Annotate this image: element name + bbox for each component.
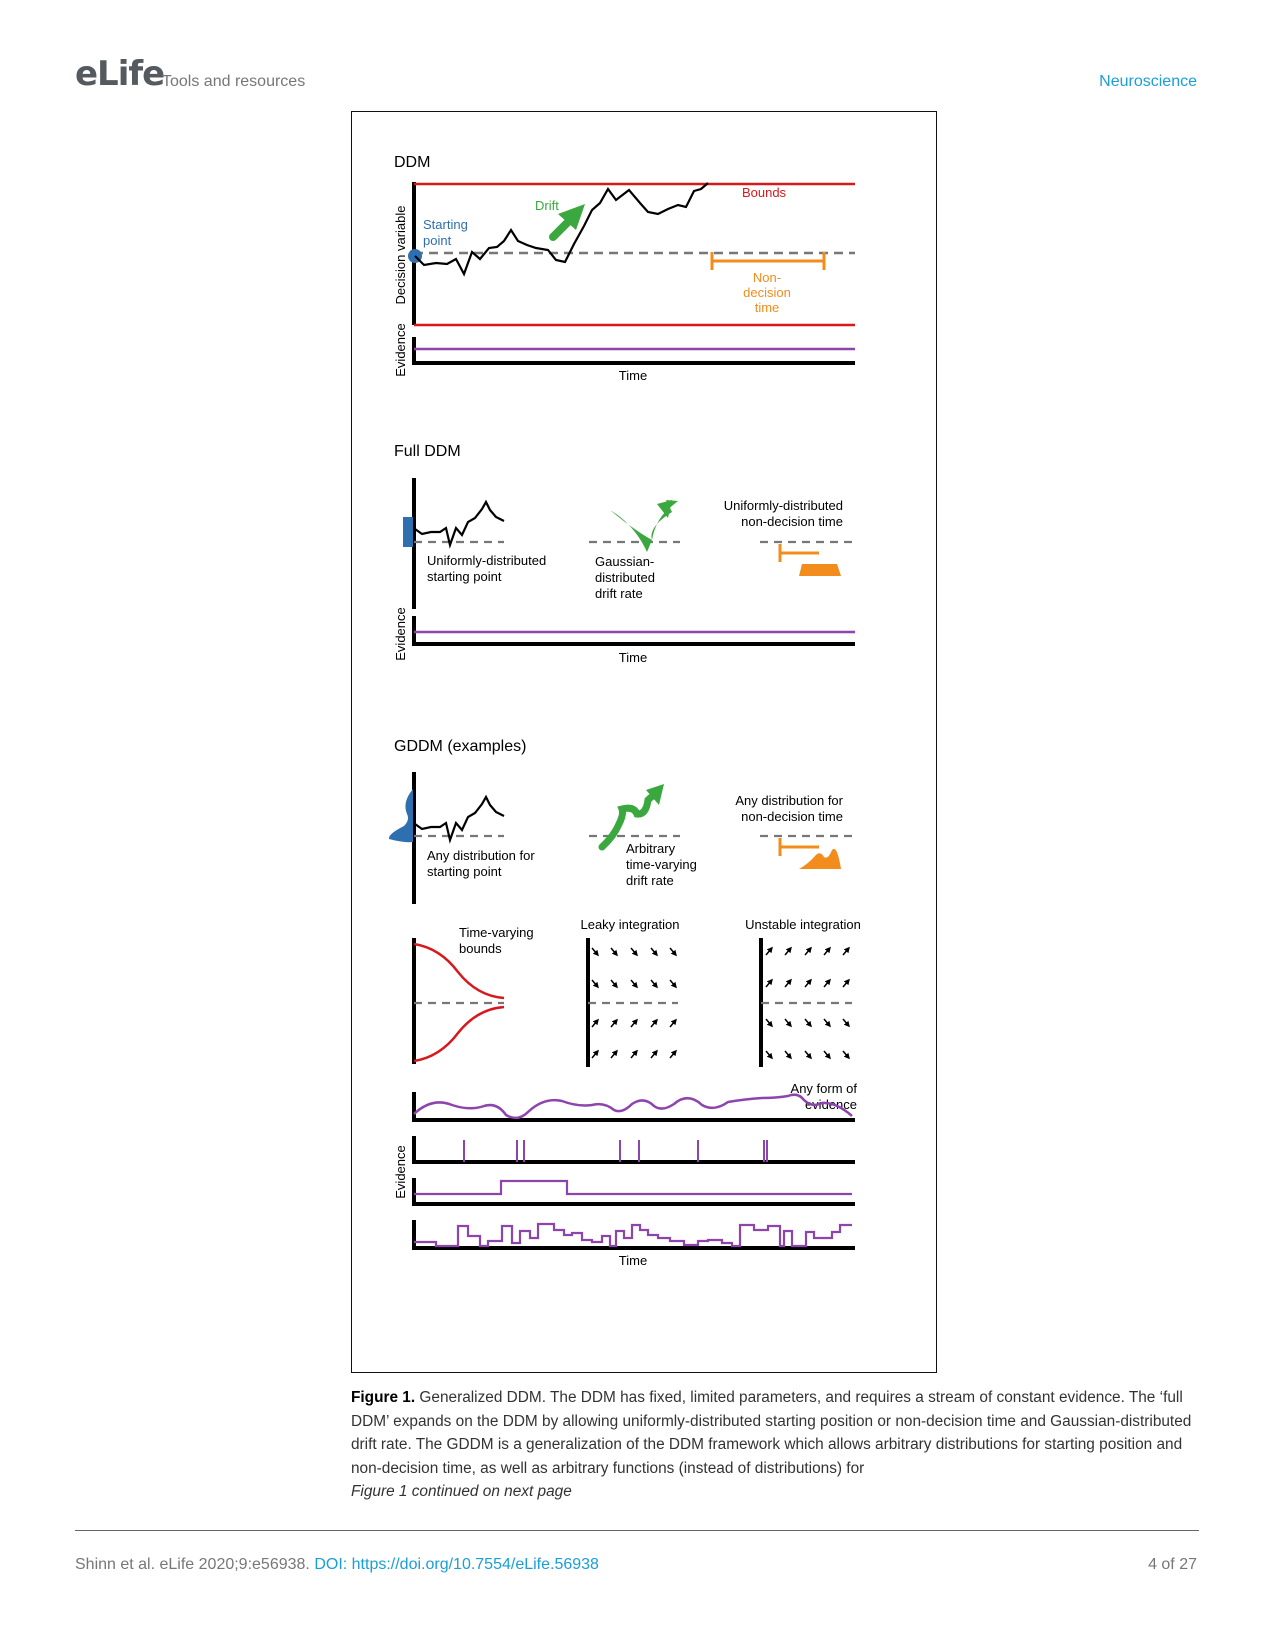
panel1-ylabel-ev: Evidence — [393, 323, 408, 377]
panel2-dr-label-2: distributed — [595, 570, 655, 585]
panel3-sp-label-2: starting point — [427, 864, 502, 879]
panel2-dr-label-3: drift rate — [595, 586, 643, 601]
footer-rule — [75, 1530, 1199, 1531]
panel2-sp-label-2: starting point — [427, 569, 502, 584]
caption-text: Generalized DDM. The DDM has fixed, limited parameters, and requires a stream of constant evidence. The ‘full DDM’ expands on the DDM by allowing uniformly-distributed starting position or non-decision time and Gaussian-distributed drift rate. The GDDM is a generalization of the DDM framework which allows arbitrary distributions for starting position and non-decision time, as well as arbitrary functions (instead of distributions) for — [351, 1389, 1192, 1477]
panel1-title: DDM — [394, 154, 431, 171]
panel3-ev3-signal — [414, 1181, 852, 1194]
panel1-xlabel: Time — [618, 368, 648, 383]
figure-caption — [351, 1386, 1201, 1504]
panel3-ev-label-1: Any form of — [790, 1081, 857, 1096]
panel3-ev-label-2: evidence — [804, 1097, 857, 1112]
panel1-nd-label-1: Non- — [752, 270, 782, 285]
panel3-nd-label-2: non-decision time — [741, 809, 843, 824]
panel3-trajectory — [415, 797, 504, 840]
panel3-nd-distribution — [799, 849, 841, 869]
panel1-bounds-label: Bounds — [741, 185, 787, 200]
panel2-title: Full DDM — [394, 443, 461, 460]
panel1-nd-label-3: time — [754, 300, 780, 315]
panel3-unstable-label: Unstable integration — [745, 917, 861, 932]
panel3-start-distribution — [389, 789, 413, 842]
panel2-trajectory — [415, 502, 504, 545]
panel2-nd-label-2: non-decision time — [741, 514, 843, 529]
panel1-nd-label-2: decision — [743, 285, 791, 300]
panel1-start-label-2: point — [423, 233, 452, 248]
panel3-dr-label-3: drift rate — [626, 873, 674, 888]
doi-link[interactable]: DOI: https://doi.org/10.7554/eLife.56938 — [314, 1556, 599, 1573]
panel2-ylabel-ev: Evidence — [393, 607, 408, 661]
panel3-title: GDDM (examples) — [394, 738, 527, 755]
caption-label: Figure 1. — [351, 1389, 416, 1406]
panel2-dr-label-1: Gaussian- — [595, 554, 655, 569]
panel2-nd-uniform-dist — [799, 564, 841, 576]
footer-citation — [75, 1556, 599, 1574]
panel1-start-label-1: Starting — [423, 217, 468, 232]
panel3-tvb-lower — [414, 1007, 504, 1061]
figure-1-graphic — [352, 112, 938, 1374]
page-number: 4 of 27 — [1148, 1556, 1197, 1573]
figure-1 — [351, 111, 937, 1373]
panel3-dr-label-2: time-varying — [626, 857, 697, 872]
panel1-drift-label: Drift — [535, 198, 559, 213]
citation-text: Shinn et al. eLife 2020;9:e56938. — [75, 1556, 310, 1573]
panel3-xlabel: Time — [618, 1253, 648, 1268]
panel3-ev1-signal — [414, 1095, 852, 1118]
panel3-ev4-signal — [414, 1224, 852, 1246]
panel1-ylabel-dv: Decision variable — [393, 205, 408, 305]
panel3-arbitrary-drift — [602, 794, 656, 847]
elife-logo[interactable]: eLife — [75, 54, 165, 94]
panel3-sp-label-1: Any distribution for — [427, 848, 535, 863]
panel2-xlabel: Time — [618, 650, 648, 665]
panel3-dr-label-1: Arbitrary — [626, 841, 676, 856]
article-type: Tools and resources — [162, 73, 306, 90]
panel3-leaky-label: Leaky integration — [580, 917, 680, 932]
panel2-nd-label-1: Uniformly-distributed — [723, 498, 843, 513]
panel3-tvb-label-2: bounds — [459, 941, 502, 956]
panel3-nd-label-1: Any distribution for — [735, 793, 843, 808]
panel2-sp-label-1: Uniformly-distributed — [427, 553, 547, 568]
panel2-uniform-start — [403, 517, 413, 547]
panel3-tvb-label-1: Time-varying — [459, 925, 534, 940]
panel3-ylabel-ev: Evidence — [393, 1145, 408, 1199]
section-link[interactable]: Neuroscience — [1099, 73, 1197, 90]
caption-continued: Figure 1 continued on next page — [351, 1483, 572, 1500]
panel3-ev2-spikes — [464, 1140, 767, 1162]
